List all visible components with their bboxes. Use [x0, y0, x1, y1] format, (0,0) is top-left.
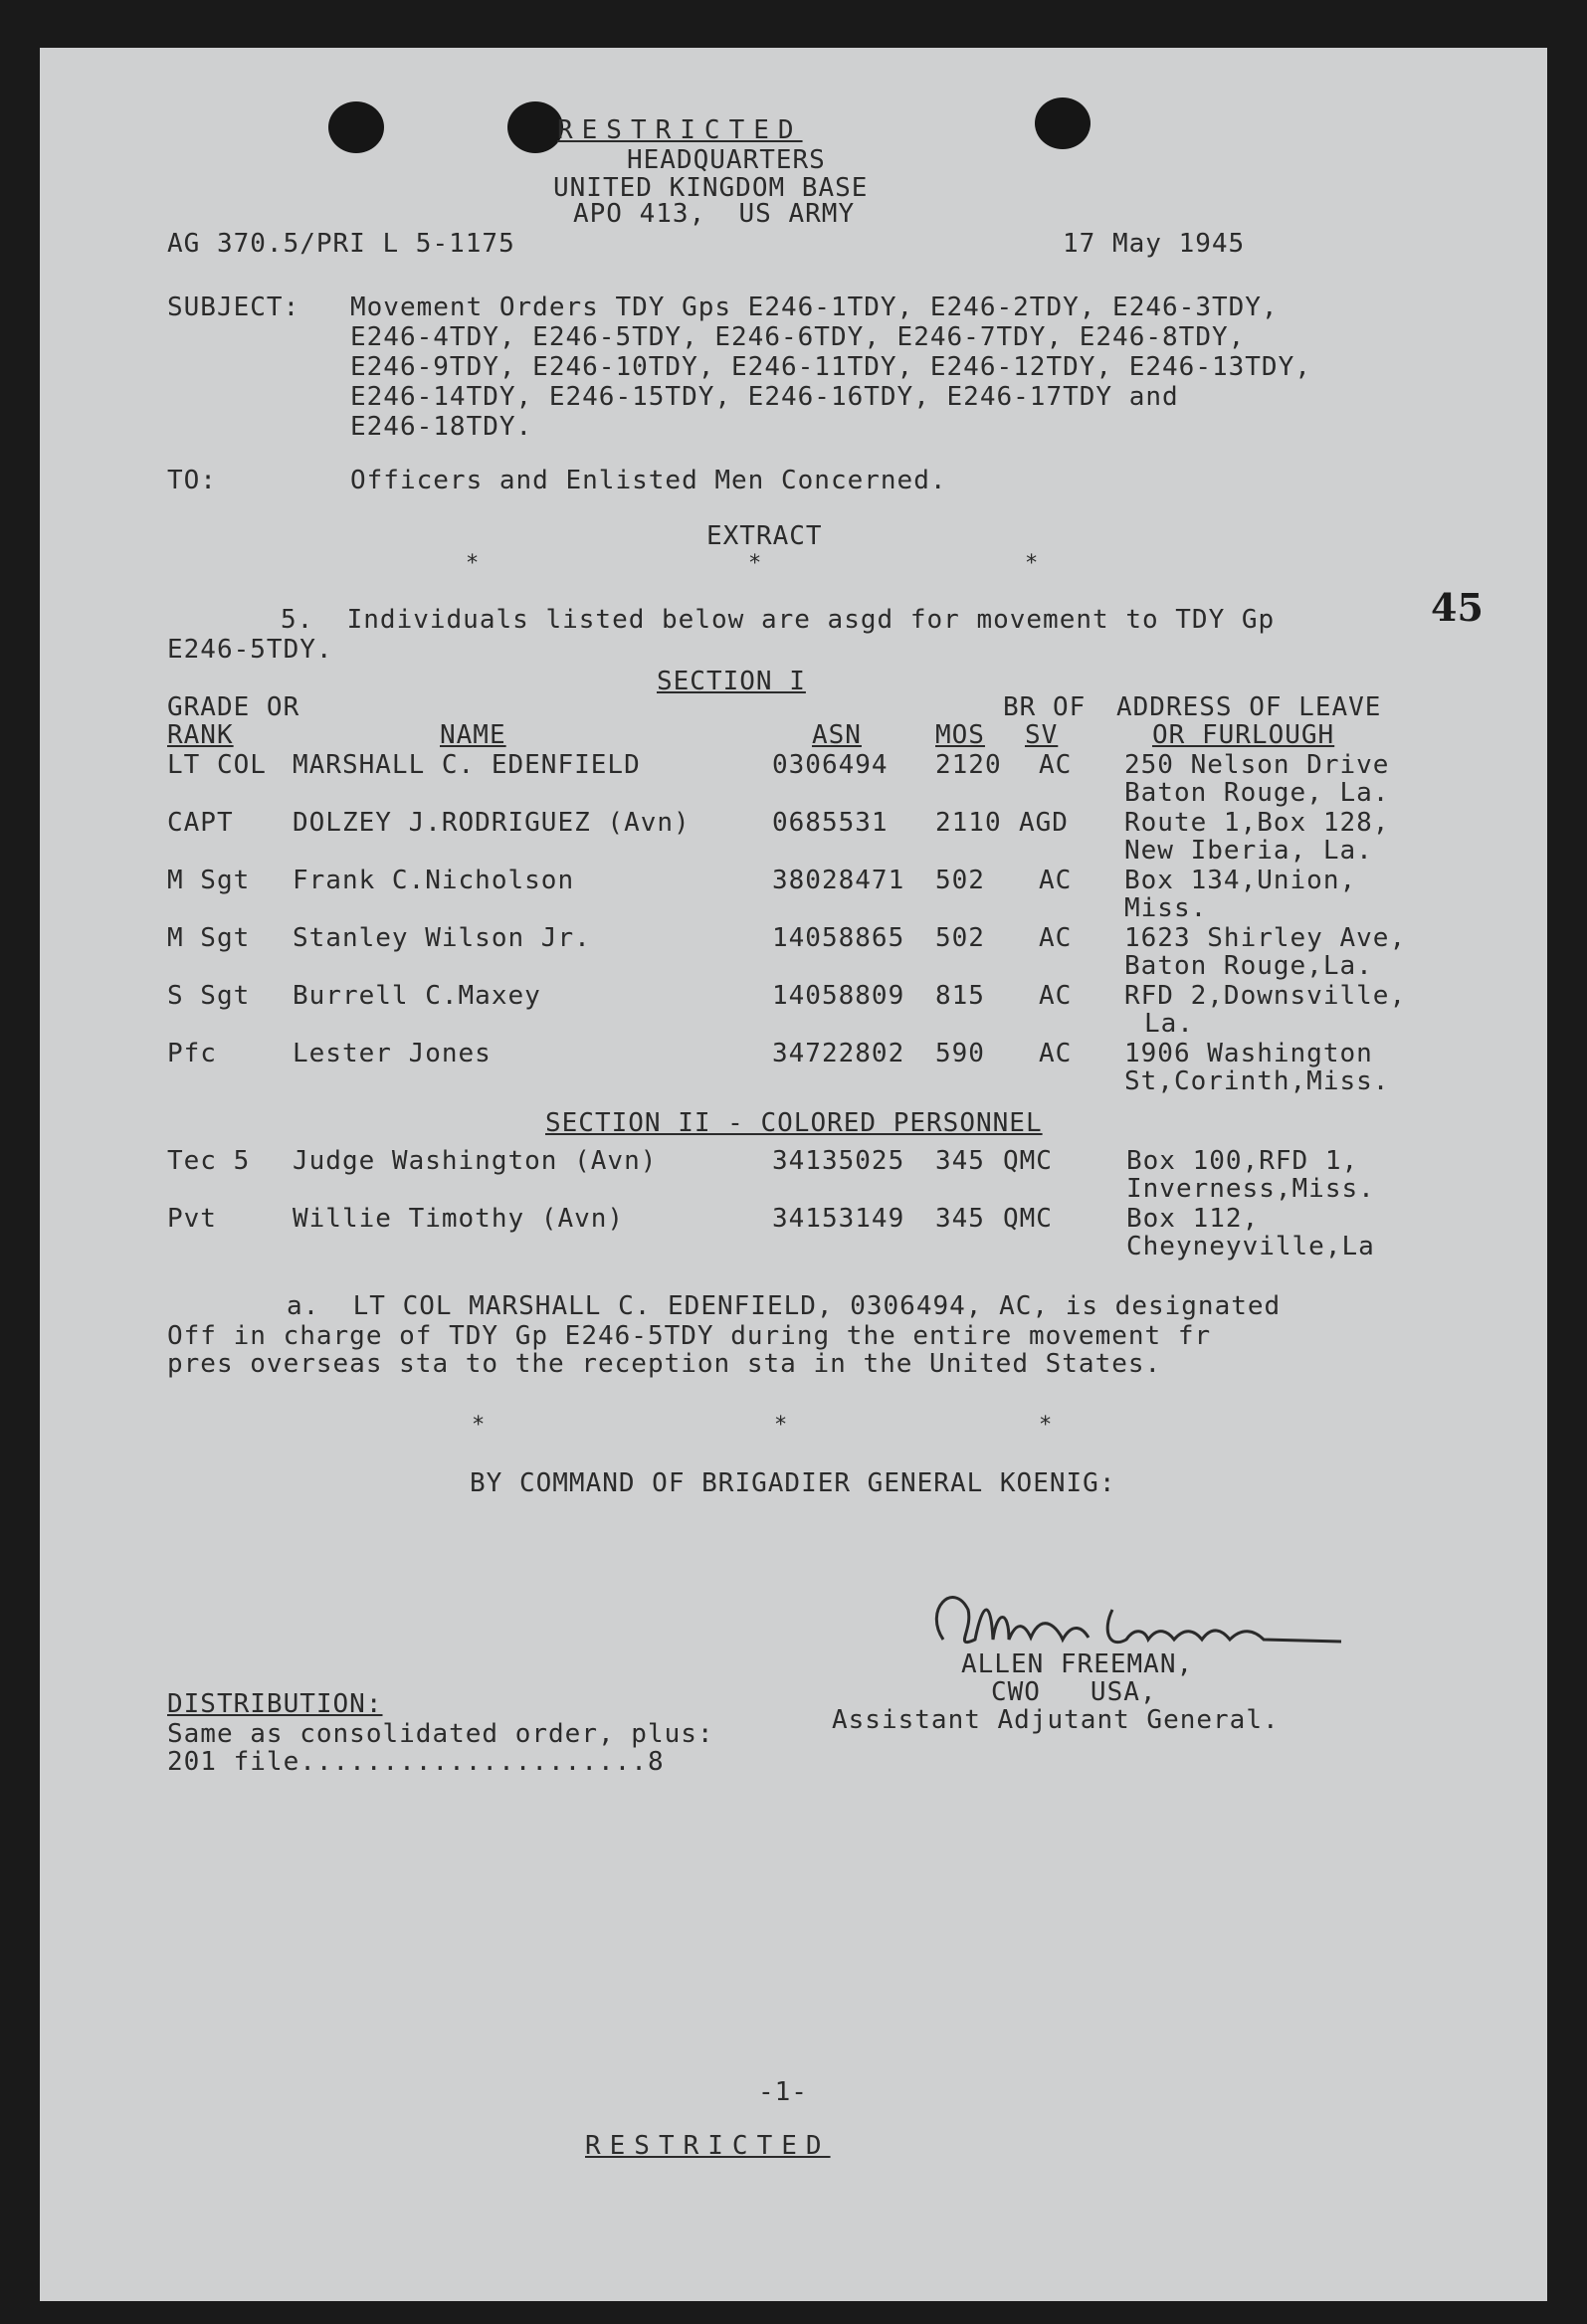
col-address-header: OR FURLOUGH [1152, 720, 1335, 750]
subject-line: E246-14TDY, E246-15TDY, E246-16TDY, E246-17TDY and [350, 382, 1179, 412]
col-grade-header: GRADE OR [167, 692, 300, 722]
to-label: TO: [167, 466, 217, 495]
row-asn: 34153149 [772, 1204, 905, 1234]
subject-line: Movement Orders TDY Gps E246-1TDY, E246-2TDY, E246-3TDY, [350, 292, 1279, 322]
punch-hole [507, 101, 563, 153]
extract-title: EXTRACT [706, 521, 823, 551]
subparagraph-a: a. LT COL MARSHALL C. EDENFIELD, 0306494, AC, is designated [287, 1291, 1282, 1321]
row-grade: M Sgt [167, 866, 251, 895]
row-grade: Tec 5 [167, 1146, 251, 1176]
row-grade: Pvt [167, 1204, 217, 1234]
row-mos: 345 [935, 1204, 985, 1234]
row-grade: CAPT [167, 808, 234, 838]
col-name-header: NAME [440, 720, 506, 750]
authority-line: BY COMMAND OF BRIGADIER GENERAL KOENIG: [470, 1468, 1116, 1498]
paragraph-5-cont: E246-5TDY. [167, 635, 333, 665]
row-asn: 14058809 [772, 981, 905, 1011]
asterisk: * [774, 1413, 788, 1438]
row-grade: S Sgt [167, 981, 251, 1011]
row-br: AC [1039, 866, 1073, 895]
row-grade: Pfc [167, 1039, 217, 1068]
row-name: Judge Washington (Avn) [293, 1146, 658, 1176]
row-br: AC [1039, 1039, 1073, 1068]
row-name: Willie Timothy (Avn) [293, 1204, 625, 1234]
row-address: Box 112, [1126, 1204, 1260, 1234]
col-mos-header: MOS [935, 720, 985, 750]
row-mos: 502 [935, 923, 985, 953]
row-asn: 0685531 [772, 808, 889, 838]
row-name: DOLZEY J.RODRIGUEZ (Avn) [293, 808, 691, 838]
row-br: QMC [1003, 1146, 1053, 1176]
punch-hole [1035, 97, 1091, 149]
hq-line: HEADQUARTERS [627, 145, 826, 175]
row-mos: 502 [935, 866, 985, 895]
row-asn: 34135025 [772, 1146, 905, 1176]
row-address: Inverness,Miss. [1126, 1174, 1375, 1204]
row-name: Frank C.Nicholson [293, 866, 575, 895]
row-mos: 815 [935, 981, 985, 1011]
row-address: Route 1,Box 128, [1124, 808, 1390, 838]
row-address: St,Corinth,Miss. [1124, 1066, 1390, 1096]
asterisk: * [1039, 1413, 1053, 1438]
file-reference: AG 370.5/PRI L 5-1175 [167, 229, 515, 259]
subparagraph-a: pres overseas sta to the reception sta in the United States. [167, 1349, 1162, 1379]
asterisk: * [748, 551, 762, 576]
row-name: Burrell C.Maxey [293, 981, 541, 1011]
row-asn: 14058865 [772, 923, 905, 953]
paragraph-5: 5. Individuals listed below are asgd for movement to TDY Gp [281, 605, 1276, 635]
row-address: 1623 Shirley Ave, [1124, 923, 1407, 953]
row-address: 250 Nelson Drive [1124, 750, 1390, 780]
row-grade: M Sgt [167, 923, 251, 953]
row-mos: 590 [935, 1039, 985, 1068]
asterisk: * [472, 1413, 486, 1438]
section-1-title: SECTION I [657, 667, 806, 696]
subject-line: E246-4TDY, E246-5TDY, E246-6TDY, E246-7TDY, E246-8TDY, [350, 322, 1246, 352]
asterisk: * [1025, 551, 1039, 576]
document-page [40, 48, 1547, 2301]
row-grade: LT COL [167, 750, 267, 780]
section-2-title: SECTION II - COLORED PERSONNEL [545, 1108, 1043, 1138]
handwritten-page-number: 45 [1431, 585, 1484, 630]
row-address: Baton Rouge, La. [1124, 778, 1390, 808]
row-mos: 2110 [935, 808, 1002, 838]
row-address: 1906 Washington [1124, 1039, 1373, 1068]
row-mos: 345 [935, 1146, 985, 1176]
col-address-header: ADDRESS OF LEAVE [1116, 692, 1382, 722]
row-asn: 0306494 [772, 750, 889, 780]
row-address: New Iberia, La. [1124, 836, 1373, 866]
asterisk: * [466, 551, 480, 576]
row-address: Miss. [1124, 893, 1208, 923]
row-mos: 2120 [935, 750, 1002, 780]
subparagraph-a: Off in charge of TDY Gp E246-5TDY during the entire movement fr [167, 1321, 1212, 1351]
to-text: Officers and Enlisted Men Concerned. [350, 466, 947, 495]
row-br: AC [1039, 750, 1073, 780]
row-address: La. [1144, 1009, 1194, 1039]
signer-name: ALLEN FREEMAN, [961, 1649, 1194, 1679]
col-br-header: BR OF [1003, 692, 1087, 722]
row-name: Lester Jones [293, 1039, 492, 1068]
row-address: Box 134,Union, [1124, 866, 1357, 895]
row-name: MARSHALL C. EDENFIELD [293, 750, 641, 780]
document-date: 17 May 1945 [1063, 229, 1246, 259]
restricted-footer: RESTRICTED [585, 2131, 831, 2161]
signer-rank: CWO USA, [991, 1677, 1157, 1707]
row-asn: 34722802 [772, 1039, 905, 1068]
subject-line: E246-18TDY. [350, 412, 533, 442]
distribution-line: Same as consolidated order, plus: [167, 1719, 714, 1749]
row-name: Stanley Wilson Jr. [293, 923, 591, 953]
distribution-label: DISTRIBUTION: [167, 1689, 383, 1719]
distribution-line: 201 file.....................8 [167, 1747, 665, 1777]
col-grade-header: RANK [167, 720, 234, 750]
row-address: Cheyneyville,La [1126, 1232, 1375, 1261]
row-br: AC [1039, 923, 1073, 953]
subject-label: SUBJECT: [167, 292, 300, 322]
page-number: -1- [758, 2077, 808, 2107]
restricted-header: RESTRICTED [557, 115, 803, 145]
row-address: Baton Rouge,La. [1124, 951, 1373, 981]
command-line: UNITED KINGDOM BASE [553, 173, 869, 203]
row-br: AGD [1019, 808, 1069, 838]
row-br: AC [1039, 981, 1073, 1011]
col-br-header: SV [1025, 720, 1059, 750]
subject-line: E246-9TDY, E246-10TDY, E246-11TDY, E246-12TDY, E246-13TDY, [350, 352, 1311, 382]
punch-hole [328, 101, 384, 153]
row-br: QMC [1003, 1204, 1053, 1234]
row-address: Box 100,RFD 1, [1126, 1146, 1359, 1176]
apo-line: APO 413, US ARMY [573, 199, 856, 229]
row-address: RFD 2,Downsville, [1124, 981, 1407, 1011]
signer-title: Assistant Adjutant General. [832, 1705, 1280, 1735]
col-asn-header: ASN [812, 720, 862, 750]
row-asn: 38028471 [772, 866, 905, 895]
